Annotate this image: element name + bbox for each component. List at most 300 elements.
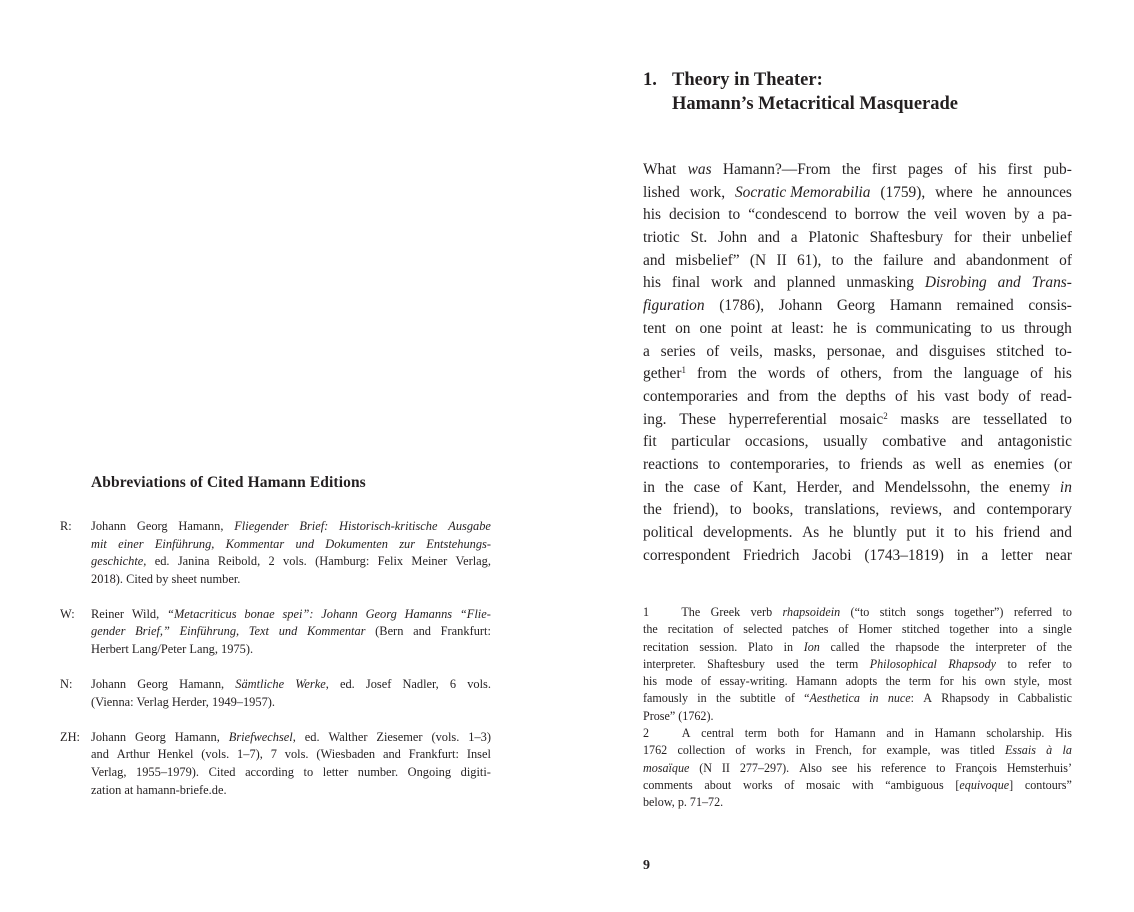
text-line xyxy=(91,553,491,571)
word: case xyxy=(693,478,721,496)
word: digiti- xyxy=(460,765,491,780)
word: personae, xyxy=(826,342,886,360)
word: interpreter. xyxy=(643,656,696,671)
text-line xyxy=(643,454,1072,477)
word: to xyxy=(834,206,847,224)
word: titled xyxy=(969,743,995,758)
chapter-title-line: Theory in Theater: xyxy=(672,70,823,90)
word: and xyxy=(1049,524,1072,541)
word: final xyxy=(671,274,701,292)
word: Verlag, xyxy=(455,554,491,569)
word: are xyxy=(951,410,971,428)
word: unbelief xyxy=(1021,229,1072,247)
word: works xyxy=(743,777,773,792)
word: of xyxy=(706,342,720,360)
text-line xyxy=(643,708,1072,725)
word: and xyxy=(747,387,770,405)
word: of xyxy=(1059,251,1072,269)
word: referred xyxy=(1013,605,1053,619)
word: a xyxy=(981,546,989,564)
text-line xyxy=(91,623,491,641)
word: to xyxy=(1059,410,1072,428)
word: by xyxy=(1014,206,1030,224)
word: to xyxy=(980,319,993,337)
text-line xyxy=(91,641,491,659)
word: Rhapsody xyxy=(941,691,990,706)
word: masks, xyxy=(773,342,816,360)
word: “ambiguous xyxy=(885,777,944,792)
word: II xyxy=(776,251,787,269)
footnotes xyxy=(643,604,1072,812)
text-line xyxy=(643,341,1072,364)
text-line xyxy=(91,746,491,764)
word: [equivoque] xyxy=(955,777,1014,792)
word: disguises xyxy=(929,342,986,360)
word: to xyxy=(708,455,721,473)
word: stitched xyxy=(901,622,940,637)
word: of xyxy=(730,478,743,496)
word: “Flie- xyxy=(459,606,491,621)
word: Hamann xyxy=(934,726,976,741)
word: and xyxy=(997,274,1021,292)
word: 1–7), xyxy=(237,747,263,762)
word: and xyxy=(753,274,776,292)
word: of xyxy=(838,622,849,637)
word: Trans- xyxy=(1031,274,1072,292)
word: Rhapsody xyxy=(948,656,997,671)
word: Georg xyxy=(135,729,166,744)
text-line xyxy=(91,782,491,800)
abbreviation-citation xyxy=(91,729,491,799)
word: was xyxy=(940,743,960,758)
text-line xyxy=(643,295,1072,318)
word: einer xyxy=(118,536,144,551)
word: his xyxy=(1053,365,1072,383)
word: Josef xyxy=(365,677,392,692)
word: ed. xyxy=(339,677,355,692)
word: ing. xyxy=(643,410,667,428)
text-line xyxy=(91,518,491,536)
word: read- xyxy=(1040,387,1072,405)
word: in xyxy=(914,726,924,741)
word: Johann xyxy=(91,677,127,692)
text-line xyxy=(643,639,1072,656)
word: Cited xyxy=(208,765,236,780)
word: gender xyxy=(91,624,126,639)
word: veils, xyxy=(729,342,763,360)
word: Wild, xyxy=(131,606,160,621)
word: Hamann, xyxy=(178,519,224,533)
word: Georg xyxy=(137,677,168,692)
word: As xyxy=(802,524,820,541)
word: the xyxy=(870,639,885,654)
chapter-number: 1. xyxy=(643,70,657,90)
word: 1955–1979). xyxy=(136,765,200,780)
abbreviation-entry xyxy=(60,518,491,588)
word: Hemsterhuis’ xyxy=(1006,760,1072,775)
word: ed. xyxy=(304,729,320,744)
word: (“to xyxy=(850,605,870,619)
text-line xyxy=(91,606,491,624)
word: stitched xyxy=(996,342,1045,360)
text-line xyxy=(643,499,1072,522)
word: announces xyxy=(1006,183,1072,201)
word: together xyxy=(949,622,990,637)
word: and xyxy=(413,624,431,639)
word: failure xyxy=(883,251,924,269)
word: and xyxy=(960,433,984,451)
word: of xyxy=(895,387,908,405)
word: to xyxy=(935,760,946,775)
word: “Aesthetica xyxy=(804,691,860,706)
text-line xyxy=(643,182,1072,205)
word: vols. xyxy=(467,677,491,692)
word: of xyxy=(1030,365,1043,383)
word: (Bern xyxy=(375,624,404,639)
word: combative xyxy=(882,433,947,451)
text-line xyxy=(643,522,1072,545)
word: and xyxy=(953,501,976,519)
word: Ion xyxy=(803,639,820,654)
word: Georg xyxy=(836,297,876,315)
word: II xyxy=(721,760,730,775)
word: gether$^1$ xyxy=(643,365,686,383)
footnote-number: 2 xyxy=(643,726,650,741)
word: friend), xyxy=(672,501,719,519)
word: Shaftesbury xyxy=(707,656,765,671)
word: in xyxy=(1059,478,1072,496)
word: letter xyxy=(1001,546,1033,564)
word: Reibold, xyxy=(217,554,261,569)
page-number: 9 xyxy=(643,858,650,873)
word: Philosophical xyxy=(869,656,937,671)
word: his xyxy=(643,206,661,224)
word: (1786), xyxy=(719,297,765,315)
word: the xyxy=(715,691,731,706)
body-paragraph xyxy=(643,159,1072,567)
word: least: xyxy=(791,319,824,337)
word: usually xyxy=(823,433,868,451)
word: in xyxy=(869,691,879,706)
word: to xyxy=(729,501,742,519)
word: Ausgabe xyxy=(448,519,491,533)
word: his xyxy=(857,760,872,775)
word: Johann xyxy=(91,729,127,744)
word: Historisch-kritische xyxy=(339,519,438,533)
word: occasions, xyxy=(744,433,809,451)
word: Felix xyxy=(377,554,404,569)
word: according xyxy=(245,765,294,780)
word: at xyxy=(771,319,783,337)
word: for xyxy=(809,726,824,741)
word: particular xyxy=(671,433,731,451)
word: St. xyxy=(690,229,708,247)
text-line xyxy=(643,204,1072,227)
word: and xyxy=(933,251,956,269)
word: ed. xyxy=(154,554,170,569)
word: number. xyxy=(357,765,399,780)
word: of xyxy=(723,622,734,637)
word: from xyxy=(892,365,923,383)
word: through xyxy=(1024,319,1072,337)
word: of xyxy=(784,777,795,792)
word: us xyxy=(1001,319,1016,337)
word: the xyxy=(885,674,901,689)
word: abandonment xyxy=(965,251,1049,269)
word: mosaic xyxy=(806,777,841,792)
word: Johann xyxy=(778,297,823,315)
word: the xyxy=(1057,639,1072,654)
word: collection xyxy=(677,743,726,758)
word: and xyxy=(643,251,666,269)
text-line xyxy=(91,676,491,694)
word: Hamann xyxy=(796,674,838,689)
text-line xyxy=(643,272,1072,295)
word: reviews, xyxy=(890,501,943,519)
word: masks xyxy=(900,410,939,428)
word: style, xyxy=(1014,674,1040,689)
word: Dokumenten xyxy=(325,536,388,551)
word: Mendelssohn, xyxy=(884,478,971,496)
word: Socratic Memorabilia xyxy=(734,183,871,201)
abbreviation-citation xyxy=(91,606,491,659)
word: of xyxy=(700,674,712,689)
word: borrow xyxy=(854,206,900,224)
word: where xyxy=(935,183,973,201)
word: in xyxy=(998,691,1009,706)
word: central xyxy=(701,726,735,741)
abbreviation-key: R: xyxy=(60,519,72,533)
word: stitch xyxy=(879,605,906,619)
text-line xyxy=(91,764,491,782)
word: their xyxy=(982,229,1011,247)
word: letter xyxy=(322,765,349,780)
word: Greek xyxy=(710,605,741,619)
word: reference xyxy=(881,760,927,775)
text-line xyxy=(643,604,1072,621)
word: is xyxy=(856,319,867,337)
word: and xyxy=(382,747,401,762)
word: (vols. xyxy=(431,729,460,744)
word: hyperreferential xyxy=(728,410,827,428)
word: depths xyxy=(845,387,886,405)
word: essay-writing. xyxy=(719,674,788,689)
word: for xyxy=(939,674,954,689)
abbreviation-key: N: xyxy=(60,677,73,692)
word: session. xyxy=(699,639,738,654)
word: works xyxy=(755,743,786,758)
word: put xyxy=(906,524,927,541)
word: Jacobi xyxy=(812,546,852,564)
text-line xyxy=(643,760,1072,777)
word: 61), xyxy=(796,251,822,269)
word: to xyxy=(838,455,851,473)
word: Hamann xyxy=(889,297,942,315)
abbreviations-list xyxy=(60,518,491,817)
word: (Hamburg: xyxy=(315,554,370,569)
word: Hamann, xyxy=(179,677,225,692)
word: work xyxy=(711,274,743,292)
word: lished xyxy=(643,183,680,201)
word: the xyxy=(817,387,837,405)
word: see xyxy=(831,760,848,775)
word: and xyxy=(852,478,875,496)
word: Walther xyxy=(328,729,368,744)
word: (or xyxy=(1053,455,1072,473)
word: (1759), xyxy=(880,183,926,201)
word: about xyxy=(704,777,732,792)
text-line xyxy=(643,159,1072,182)
text-line xyxy=(643,656,1072,673)
word: Insel xyxy=(466,747,491,762)
word: antagonistic xyxy=(997,433,1072,451)
word: Brief: xyxy=(299,519,329,533)
word: (Wiesbaden xyxy=(316,747,376,762)
word: spei”: xyxy=(282,606,314,621)
word: body xyxy=(978,387,1010,405)
word: 277–297). xyxy=(739,760,790,775)
word: mosaïque xyxy=(643,760,690,775)
word: Fliegender xyxy=(234,519,289,533)
word: Disrobing xyxy=(924,274,987,292)
text-line xyxy=(643,725,1072,742)
word: and xyxy=(757,229,781,247)
text-line xyxy=(643,794,1072,811)
text-line xyxy=(643,386,1072,409)
word: Sämtliche xyxy=(235,677,285,692)
word: Janina xyxy=(177,554,210,569)
word: Henkel xyxy=(157,747,194,762)
word: und xyxy=(295,536,315,551)
word: The xyxy=(681,605,701,619)
word: his xyxy=(643,274,661,292)
word: Ongoing xyxy=(407,765,452,780)
word: vols. xyxy=(284,747,309,762)
abbreviation-key: ZH: xyxy=(60,729,80,744)
word: Prose” (1762). xyxy=(643,708,714,723)
chapter-title xyxy=(643,68,958,116)
footnote xyxy=(643,604,1072,725)
word: 7 xyxy=(270,747,277,762)
word: fit xyxy=(643,433,657,451)
word: recitation xyxy=(643,639,689,654)
word: of xyxy=(954,161,968,178)
word: enemy xyxy=(1008,478,1051,496)
word: with xyxy=(852,777,874,792)
word: reactions xyxy=(643,455,699,473)
word: to xyxy=(1062,656,1072,671)
word: to xyxy=(1007,656,1017,671)
word: (Vienna: Verlag Herder, 1949–1957). xyxy=(91,694,275,709)
word: Johann xyxy=(91,519,127,533)
word: term xyxy=(836,656,859,671)
word: Arthur xyxy=(116,747,150,762)
word: single xyxy=(1043,622,1072,637)
text-line xyxy=(643,409,1072,432)
word: the xyxy=(841,161,861,178)
word: to xyxy=(1062,605,1072,619)
word: one xyxy=(699,319,722,337)
word: refer xyxy=(1028,656,1052,671)
text-line xyxy=(91,729,491,747)
word: books, xyxy=(752,501,794,519)
word: tent xyxy=(643,319,667,337)
text-line xyxy=(643,363,1072,386)
word: adopts xyxy=(845,674,878,689)
word: called xyxy=(830,639,860,654)
word: Hamann, xyxy=(174,729,220,744)
word: term xyxy=(744,726,767,741)
word: What xyxy=(643,161,677,178)
word: into xyxy=(998,622,1018,637)
word: Friedrich xyxy=(742,546,800,564)
word: woven xyxy=(965,206,1007,224)
word: Brief,” xyxy=(135,624,170,639)
text-line xyxy=(643,690,1072,707)
word: it xyxy=(935,524,945,541)
text-line xyxy=(643,777,1072,794)
word: on xyxy=(675,319,691,337)
right-page xyxy=(567,0,1134,912)
word: recitation xyxy=(667,622,714,637)
word: Georg xyxy=(136,519,168,533)
word: Hamann?—From xyxy=(722,161,831,178)
footnote-number: 1 xyxy=(643,605,650,619)
abbreviations-title: Abbreviations of Cited Hamann Editions xyxy=(91,474,366,491)
word: contemporaries, xyxy=(729,455,829,473)
word: he xyxy=(982,183,998,201)
word: well xyxy=(935,455,962,473)
word: geschichte, xyxy=(91,554,147,569)
word: Hamann xyxy=(834,726,876,741)
abbreviation-citation xyxy=(91,518,491,588)
word: in xyxy=(697,691,707,706)
word: for xyxy=(862,743,877,758)
word: Einführung, xyxy=(154,536,215,551)
word: of xyxy=(735,743,746,758)
word: as xyxy=(912,455,926,473)
word: Nadler, xyxy=(402,677,439,692)
word: patches xyxy=(792,622,829,637)
word: friend xyxy=(1003,524,1041,541)
word: words xyxy=(767,365,806,383)
word: Homer xyxy=(858,622,892,637)
text-line xyxy=(643,673,1072,690)
text-line xyxy=(91,571,491,589)
word: Einführung, xyxy=(179,624,240,639)
word: planned xyxy=(786,274,836,292)
word: work, xyxy=(689,183,726,201)
word: His xyxy=(1055,726,1072,741)
word: Frankfurt: xyxy=(440,624,491,639)
word: songs xyxy=(916,605,944,619)
word: tessellated xyxy=(983,410,1048,428)
word: he xyxy=(832,319,848,337)
footnote xyxy=(643,725,1072,811)
word: bluntly xyxy=(853,524,897,541)
text-line xyxy=(643,431,1072,454)
word: rhapsoidein xyxy=(782,605,841,619)
text-line xyxy=(643,250,1072,273)
word: translations, xyxy=(804,501,880,519)
word: the xyxy=(949,639,965,654)
word: point xyxy=(730,319,763,337)
word: others, xyxy=(840,365,882,383)
word: decision xyxy=(668,206,721,224)
word: contemporary xyxy=(986,501,1072,519)
word: zation at hamann-briefe.de. xyxy=(91,782,227,797)
word: (vols. xyxy=(201,747,230,762)
